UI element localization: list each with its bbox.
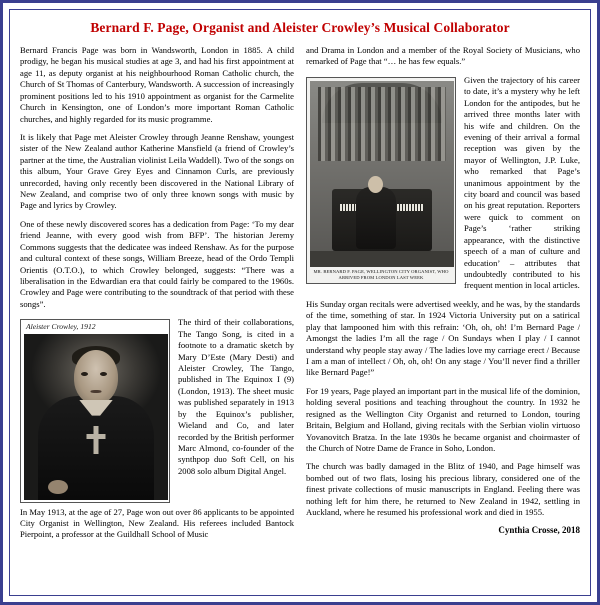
right-paragraph-4: For 19 years, Page played an important part in the musical life of the dominion, holding several positions and teaching throughout the country. In 1932 he resigned as the Wellington City Organist and returned to London, touring Britain, Belgium and Holland, giving recitals with the Serbian violin virtuoso Yovanovitch Bratza. In the late 1930s he became organist and choirmaster of the Church of Notre Dame de France in Soho, London. xyxy=(306,385,580,453)
portrait-right-eye xyxy=(100,372,107,376)
left-column xyxy=(20,45,294,548)
two-column-layout xyxy=(20,45,580,548)
portrait-face xyxy=(74,350,118,404)
organ-floor xyxy=(310,251,454,267)
portrait-of-aleister-crowley xyxy=(24,334,168,500)
right-paragraph-3: His Sunday organ recitals were advertised weekly, and he was, by the standards of the time, something of star. In 1924 Victoria University put on a satirical play that lampooned him with this refrain: ‘Oh, oh, oh! I’m Bernard Page / Amongst the ladies I’m all the rage / On Sundays when I play / I cannot understand why people stay away / The ladies love my carriage erect / Because I am a man of intellect / Oh, oh, oh! On any stage / You’ll never find a thriller like Bernard Page!” xyxy=(306,298,580,378)
crowley-image-caption: Aleister Crowley, 1912 xyxy=(26,322,96,332)
document-inner-border xyxy=(9,9,591,596)
organ-image-frame xyxy=(306,77,456,284)
right-paragraph-1: and Drama in London and a member of the Royal Society of Musicians, who remarked of Page that “… he has few equals.” xyxy=(306,45,580,67)
portrait-hand xyxy=(48,480,68,494)
organ-image-caption: MR. BERNARD F. PAGE, WELLINGTON CITY ORGANIST, WHO ARRIVED FROM LONDON LAST WEEK xyxy=(313,268,449,280)
right-column xyxy=(306,45,580,537)
crowley-image-frame xyxy=(20,319,170,502)
organ-pipes xyxy=(318,87,446,161)
author-signature: Cynthia Crosse, 2018 xyxy=(498,525,580,536)
left-paragraph-3: One of these newly discovered scores has a dedication from Page: ‘To my dear friend Jeanne, with every good wish from BFP’. The historian Jeremy Commons suggests that the dedicatee was indeed Renshaw. As for the purpose and cultural context of these songs, William Breeze, head of the Ordo Templi Orientis (O.T.O.), to which Crowley belonged, suggests: “There was a liberalisation in the Edwardian era that could fairly be compared to the 1960s. Crowley and Page were contributing to the soundtrack of that period with these songs”. xyxy=(20,218,294,309)
portrait-mouth xyxy=(91,390,102,393)
cross-icon xyxy=(94,426,99,454)
left-paragraph-1: Bernard Francis Page was born in Wandsworth, London in 1885. A child prodigy, he began his musical studies at age 3, and had his first appointment at age 11, as deputy organist at his neighbourhood Roman Catholic church, the Church of St Thomas of Canterbury, Wandsworth. A succession of increasingly prominent positions led to his 1910 appointment as organist for the Carmelite Church in Kensington, one of London’s more important Roman Catholic churches, and highly regarded for its music programme. xyxy=(20,45,294,124)
organ-image-block xyxy=(306,77,456,284)
portrait-left-eye xyxy=(81,372,88,376)
organist-figure xyxy=(356,187,396,249)
crowley-image-block xyxy=(20,319,170,502)
organist-head xyxy=(368,176,383,193)
left-paragraph-2: It is likely that Page met Aleister Crowley through Jeanne Renshaw, youngest sister of the New Zealand author Katherine Mansfield (a friend of Crowley’s partner at the time, the Australian violinist Leila Waddell). Two of the songs on this album, Your Grave Grey Eyes and Cinnamon Curls, are previously unrecorded, having only recently been discovered in the National Library of New Zealand, and comprise two of only three known songs with music by Page and lyrics by Crowley. xyxy=(20,131,294,211)
page-title: Bernard F. Page, Organist and Aleister Crowley’s Musical Collaborator xyxy=(90,20,510,35)
photo-of-bernard-page-at-organ xyxy=(310,81,454,267)
left-paragraph-4: The third of their collaborations, The Tango Song, is cited in a footnote to a dramatic sketch by Mary D’Este (Mary Desti) and Aleister Crowley, The Tango, published in The Equinox I (9) (London, 1913). The sheet music was published separately in 1913 by the Equinox’s publisher, Wieland and Co, and later recorded by the British performer Marc Almond, co-founder of the synthpop duo Soft Cell, on his 2008 solo album Digital Angel. xyxy=(178,317,294,476)
left-paragraph-5: In May 1913, at the age of 27, Page won out over 86 applicants to be appointed City Organist in Wellington, New Zealand. His referees included Bantock Pierpoint, a professor at the Guildhall School of Music xyxy=(20,506,294,540)
right-paragraph-2: Given the trajectory of his career to date, it’s a mystery why he left London for the antipodes, but he arrived three months later with his wife and children. On the evening of their arrival a formal reception was given by the mayor of Wellington, J.P. Luke, who remarked that Page’s unanimous appointment by the city board and council was based on his great reputation. Reporters were quick to comment on Page’s ‘rather striking appearance, with the distinctive speech of a man of culture and education’ – attributes that undoubtedly contributed to his frequent mention in local articles. xyxy=(464,74,580,291)
cross-icon-bar xyxy=(87,434,106,439)
right-paragraph-5: The church was badly damaged in the Blitz of 1940, and Page himself was bombed out of two flats, losing his precious library, considered one of the finest private collections of music manuscripts in England. Feeling there was nothing left for him there, he returned to New Zealand in 1942, settling in Auckland, where he resumed his professional work and died in 1955. xyxy=(306,461,580,518)
